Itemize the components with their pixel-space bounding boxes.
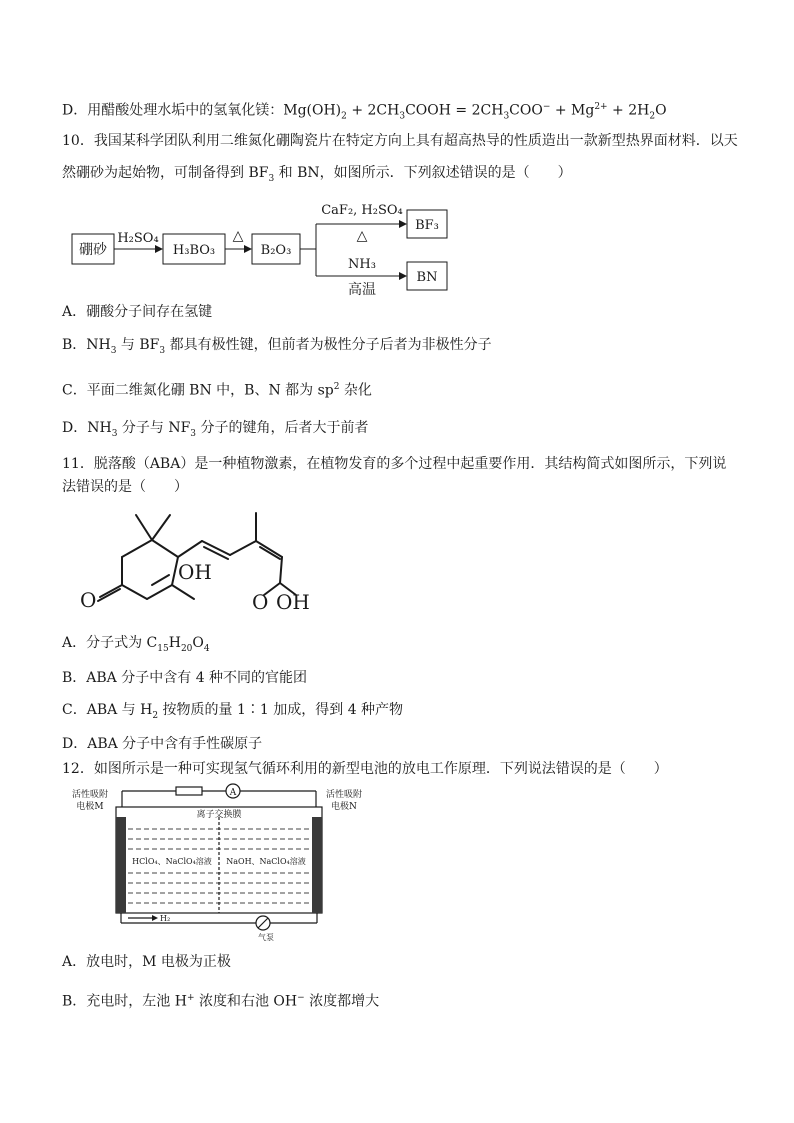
electrode-m (116, 817, 126, 913)
q12-battery-diagram (66, 783, 366, 943)
label-oh-tertiary: OH (178, 560, 212, 584)
label-borax: 硼砂 (79, 242, 107, 258)
right-electrode-label-1: 活性吸附 (325, 790, 363, 800)
label-acid-oh: OH (276, 590, 310, 614)
left-solution-label: HClO₄、NaClO₄溶液 (132, 857, 212, 866)
ammeter-label: A (229, 788, 237, 798)
h2-label: H₂ (160, 914, 171, 923)
electrode-n (312, 817, 322, 913)
q11-stem-line1: 11．脱落酸（ABA）是一种植物激素，在植物发育的多个过程中起重要作用．其结构简式如图所示，下列说 (62, 456, 727, 472)
label-ketone-o: O (80, 588, 97, 612)
q11-option-c: C．ABA 与 $H_2$ 按物质的量 1∶1 加成，得到 4 种产物 (62, 702, 404, 721)
cond-lower: 高温 (348, 282, 376, 298)
q10-stem-line1: 10．我国某科学团队利用二维氮化硼陶瓷片在特定方向上具有超高热导的性质造出一款新型热界面材料．以天 (62, 133, 738, 149)
q11-stem-line2: 法错误的是（ ） (62, 479, 188, 495)
label-acid-o: O (252, 590, 269, 614)
label-bf3: BF₃ (415, 218, 439, 233)
q10-option-c: C．平面二维氮化硼 BN 中，B、N 都为 $sp^2$ 杂化 (62, 382, 372, 399)
q10-stem-line2: 然硼砂为起始物，可制备得到 $BF_3$ 和 BN，如图所示．下列叙述错误的是（ ） (62, 165, 572, 184)
q10-option-d: D．$NH_3$ 分子与 $NF_3$ 分子的键角，后者大于前者 (62, 420, 369, 439)
membrane-label: 离子交换膜 (196, 810, 242, 820)
reagent-lower: NH₃ (348, 257, 376, 272)
label-h3bo3: H₃BO₃ (172, 243, 216, 258)
right-solution-label: NaOH、NaClO₄溶液 (226, 857, 306, 866)
pump-label: 气泵 (258, 933, 274, 942)
label-bn: BN (416, 270, 438, 285)
reagent-h2so4: H₂SO₄ (117, 231, 159, 246)
cond-upper: △ (356, 228, 368, 244)
left-electrode-label-1: 活性吸附 (71, 790, 109, 800)
q11-option-d: D．ABA 分子中含有手性碳原子 (62, 736, 263, 752)
heat-1: △ (232, 228, 244, 244)
q10-option-a: A．硼酸分子间存在氢键 (62, 304, 213, 320)
q10-flow-diagram (60, 196, 460, 300)
q11-option-b: B．ABA 分子中含有 4 种不同的官能团 (62, 670, 308, 686)
q11-option-a: A．分子式为 $C_{15}H_{20}O_4$ (62, 635, 210, 654)
q10-option-b: B．$NH_3$ 与 $BF_3$ 都具有极性键，但前者为极性分子后者为非极性分子 (62, 337, 492, 356)
q11-aba-structure (74, 505, 324, 615)
q12-stem: 12．如图所示是一种可实现氢气循环利用的新型电池的放电工作原理．下列说法错误的是（ ） (62, 761, 668, 777)
reagent-upper: CaF₂, H₂SO₄ (321, 203, 403, 218)
label-b2o3: B₂O₃ (260, 243, 292, 258)
right-electrode-label-2: 电极N (331, 802, 357, 812)
left-electrode-label-2: 电极M (76, 802, 104, 812)
q12-option-b: B．充电时，左池 H+ 浓度和右池 OH− 浓度都增大 (62, 993, 380, 1010)
q9-option-d: D．用醋酸处理水垢中的氢氧化镁：$Mg(OH)_2$ + $2CH_3COOH = 2CH_3COO^- + Mg^{2+} + 2H_2O$ (62, 102, 667, 122)
q12-option-a: A．放电时，M 电极为正极 (62, 954, 231, 970)
